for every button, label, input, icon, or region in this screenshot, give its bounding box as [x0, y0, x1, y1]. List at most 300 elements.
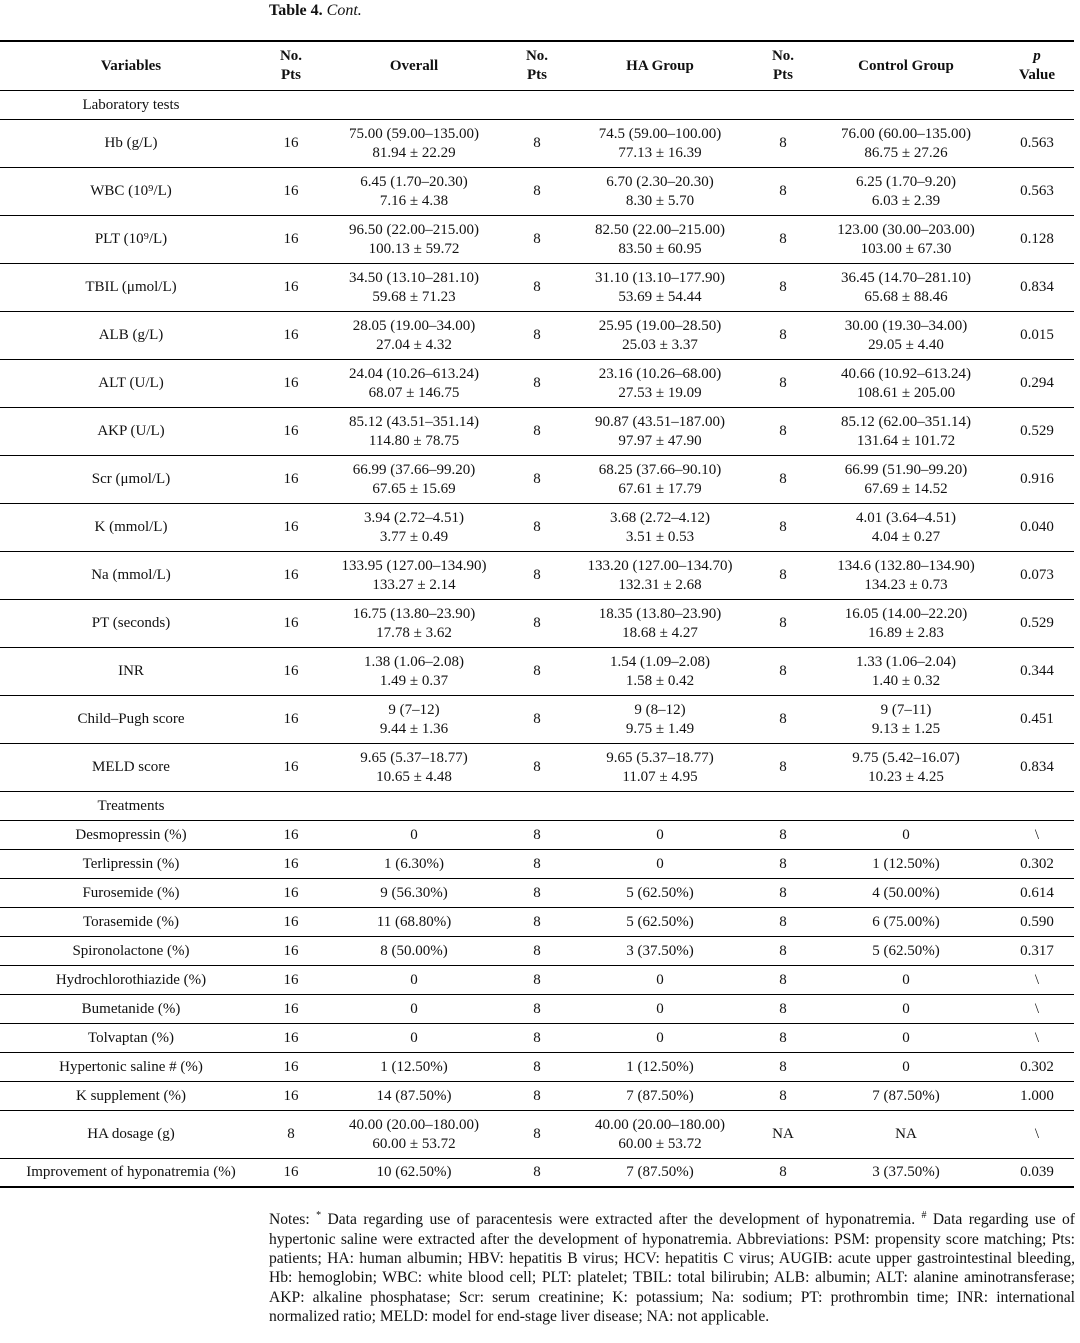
ha-group-cell-mean: 1.58 ± 0.42 — [625, 672, 695, 689]
no-pts-cell: 16 — [262, 696, 320, 744]
ha-group-cell-median: 9.65 (5.37–18.77) — [606, 749, 714, 766]
control-group-cell-mean: 16.89 ± 2.83 — [868, 624, 944, 641]
no-pts-cell: 8 — [754, 966, 812, 995]
no-pts-cell: 16 — [262, 1024, 320, 1053]
no-pts-cell: 16 — [262, 966, 320, 995]
overall-cell: 0 — [320, 1024, 508, 1053]
overall-cell-median: 85.12 (43.51–351.14) — [349, 413, 479, 430]
variable-cell: Child–Pugh score — [0, 696, 262, 744]
overall-cell: 1 (6.30%) — [320, 850, 508, 879]
variable-cell: Furosemide (%) — [0, 879, 262, 908]
no-pts-cell: 16 — [262, 908, 320, 937]
p-value-cell: 0.073 — [1000, 552, 1074, 600]
no-pts-cell: 16 — [262, 216, 320, 264]
ha-group-cell-median: 40.00 (20.00–180.00) — [595, 1116, 725, 1133]
p-value-cell: 0.590 — [1000, 908, 1074, 937]
variable-cell: HA dosage (g) — [0, 1111, 262, 1159]
control-group-cell: 7 (87.50%) — [812, 1082, 1000, 1111]
header-overall: Overall — [320, 41, 508, 91]
ha-group-cell: 0 — [566, 1024, 754, 1053]
notes-text-2: Data regarding use of hypertonic saline were extracted after the development of hyponatremia. Abbreviations: PSM: propensity score matching; Pts: patients; HA: human albumin; HBV: hepatitis B virus; HCV: hepatitis C virus; AUGIB: acute upper gastrointestinal bleeding, Hb: hemoglobin; WBC: white blood cell; PLT: platelet; TBIL: total bilirubin; ALB: albumin; ALT: alanine aminotransferase; AKP: alkaline phosphatase; Scr: serum creatinine; K: potassium; Na: sodium; PT: prothrombin time; INR: international normalized ratio; MELD: model for end-stage liver disease; NA: not applicable. — [269, 1211, 1076, 1326]
overall-cell — [320, 456, 508, 504]
control-group-cell-mean: 134.23 ± 0.73 — [864, 576, 948, 593]
control-group-cell-median: 4.01 (3.64–4.51) — [856, 509, 956, 526]
no-pts-cell: 8 — [508, 744, 566, 792]
no-pts-cell: 16 — [262, 312, 320, 360]
p-value-cell: 0.451 — [1000, 696, 1074, 744]
control-group-cell: 1 (12.50%) — [812, 850, 1000, 879]
overall-cell-median: 96.50 (22.00–215.00) — [349, 221, 479, 238]
no-pts-cell: 8 — [754, 600, 812, 648]
ha-group-cell: 0 — [566, 821, 754, 850]
no-pts-cell: 16 — [262, 1159, 320, 1188]
overall-cell — [320, 168, 508, 216]
overall-cell-median: 40.00 (20.00–180.00) — [349, 1116, 479, 1133]
control-group-cell — [812, 648, 1000, 696]
table-notes — [269, 1206, 1075, 1327]
no-pts-cell: 16 — [262, 744, 320, 792]
no-pts-cell: 8 — [754, 312, 812, 360]
variable-cell: ALT (U/L) — [0, 360, 262, 408]
p-value-cell: 0.614 — [1000, 879, 1074, 908]
p-value-cell: 0.563 — [1000, 168, 1074, 216]
overall-cell: 1 (12.50%) — [320, 1053, 508, 1082]
no-pts-cell: 8 — [508, 600, 566, 648]
ha-group-cell-mean: 67.61 ± 17.79 — [618, 480, 702, 497]
variable-cell: TBIL (μmol/L) — [0, 264, 262, 312]
overall-cell: 0 — [320, 821, 508, 850]
no-pts-cell: 8 — [508, 850, 566, 879]
no-pts-cell: 8 — [508, 908, 566, 937]
control-group-cell-mean: 9.13 ± 1.25 — [871, 720, 941, 737]
ha-group-cell: 0 — [566, 850, 754, 879]
ha-group-cell-median: 133.20 (127.00–134.70) — [587, 557, 733, 574]
ha-group-cell-mean: 27.53 ± 19.09 — [618, 384, 702, 401]
notes-label: Notes: — [269, 1211, 310, 1229]
no-pts-cell: 8 — [508, 696, 566, 744]
ha-group-cell-median: 68.25 (37.66–90.10) — [598, 461, 722, 478]
ha-group-cell-mean: 77.13 ± 16.39 — [618, 144, 702, 161]
no-pts-cell: 8 — [508, 995, 566, 1024]
overall-cell-median: 75.00 (59.00–135.00) — [349, 125, 479, 142]
control-group-cell-mean: 103.00 ± 67.30 — [860, 240, 952, 257]
control-group-cell-median: 6.25 (1.70–9.20) — [856, 173, 956, 190]
header-no-pts: No. Pts — [262, 41, 320, 91]
control-group-cell-median: 30.00 (19.30–34.00) — [844, 317, 968, 334]
variable-cell: AKP (U/L) — [0, 408, 262, 456]
table-row — [0, 744, 1074, 792]
notes-hash-mark: # — [921, 1210, 927, 1221]
table-row — [0, 216, 1074, 264]
no-pts-cell: 8 — [754, 850, 812, 879]
ha-group-cell-median: 31.10 (13.10–177.90) — [595, 269, 725, 286]
ha-group-cell-median: 90.87 (43.51–187.00) — [595, 413, 725, 430]
no-pts-cell: 16 — [262, 821, 320, 850]
variable-cell: Terlipressin (%) — [0, 850, 262, 879]
no-pts-cell: 8 — [508, 312, 566, 360]
no-pts-cell: 8 — [754, 744, 812, 792]
control-group-cell-median: 123.00 (30.00–203.00) — [837, 221, 975, 238]
no-pts-cell: 16 — [262, 264, 320, 312]
no-pts-cell: 8 — [754, 264, 812, 312]
no-pts-cell: 16 — [262, 995, 320, 1024]
overall-cell-median: 28.05 (19.00–34.00) — [352, 317, 476, 334]
no-pts-cell: 16 — [262, 850, 320, 879]
p-value-cell: 1.000 — [1000, 1082, 1074, 1111]
p-value-cell: 0.040 — [1000, 504, 1074, 552]
section-row-lab — [0, 91, 1074, 120]
table-row — [0, 937, 1074, 966]
overall-cell — [320, 648, 508, 696]
control-group-cell-mean: 1.40 ± 0.32 — [871, 672, 941, 689]
control-group-cell — [812, 168, 1000, 216]
variable-cell: K supplement (%) — [0, 1082, 262, 1111]
header-no-pts: No. Pts — [508, 41, 566, 91]
ha-group-cell: 0 — [566, 966, 754, 995]
ha-group-cell — [566, 216, 754, 264]
overall-cell — [320, 600, 508, 648]
section-row-treatments — [0, 792, 1074, 821]
ha-group-cell-mean: 60.00 ± 53.72 — [618, 1135, 702, 1152]
no-pts-cell: 8 — [508, 1024, 566, 1053]
ha-group-cell — [566, 600, 754, 648]
no-pts-cell: 8 — [754, 1082, 812, 1111]
ha-group-cell: 7 (87.50%) — [566, 1082, 754, 1111]
ha-group-cell-mean: 11.07 ± 4.95 — [622, 768, 698, 785]
ha-group-cell — [566, 696, 754, 744]
overall-cell-mean: 60.00 ± 53.72 — [372, 1135, 456, 1152]
no-pts-cell: 16 — [262, 552, 320, 600]
no-pts-cell: 8 — [508, 552, 566, 600]
control-group-cell: 4 (50.00%) — [812, 879, 1000, 908]
ha-group-cell-median: 3.68 (2.72–4.12) — [610, 509, 710, 526]
overall-cell: 14 (87.50%) — [320, 1082, 508, 1111]
overall-cell-median: 133.95 (127.00–134.90) — [341, 557, 487, 574]
variable-cell: INR — [0, 648, 262, 696]
variable-cell: ALB (g/L) — [0, 312, 262, 360]
no-pts-cell: 8 — [754, 696, 812, 744]
control-group-cell: 6 (75.00%) — [812, 908, 1000, 937]
p-value-cell: 0.128 — [1000, 216, 1074, 264]
ha-group-cell: 7 (87.50%) — [566, 1159, 754, 1188]
overall-cell — [320, 264, 508, 312]
data-table — [0, 40, 1074, 1188]
overall-cell-median: 3.94 (2.72–4.51) — [364, 509, 464, 526]
no-pts-cell: 16 — [262, 1082, 320, 1111]
p-value-cell: 0.294 — [1000, 360, 1074, 408]
no-pts-cell: 16 — [262, 648, 320, 696]
overall-cell — [320, 120, 508, 168]
control-group-cell — [812, 408, 1000, 456]
ha-group-cell-mean: 132.31 ± 2.68 — [618, 576, 702, 593]
control-group-cell — [812, 600, 1000, 648]
overall-cell-mean: 100.13 ± 59.72 — [368, 240, 460, 257]
overall-cell: 11 (68.80%) — [320, 908, 508, 937]
p-value-cell: 0.302 — [1000, 850, 1074, 879]
control-group-cell: NA — [812, 1111, 1000, 1159]
control-group-cell — [812, 312, 1000, 360]
header-control-group: Control Group — [812, 41, 1000, 91]
p-value-cell: \ — [1000, 966, 1074, 995]
control-group-cell-median: 36.45 (14.70–281.10) — [841, 269, 971, 286]
ha-group-cell — [566, 360, 754, 408]
table-row — [0, 879, 1074, 908]
overall-cell-mean: 7.16 ± 4.38 — [379, 192, 449, 209]
overall-cell — [320, 312, 508, 360]
p-value-cell: \ — [1000, 821, 1074, 850]
p-value-cell: 0.039 — [1000, 1159, 1074, 1188]
p-value-cell: 0.302 — [1000, 1053, 1074, 1082]
header-p-letter: p — [1033, 48, 1041, 64]
variable-cell: Spironolactone (%) — [0, 937, 262, 966]
ha-group-cell — [566, 408, 754, 456]
table-row — [0, 1053, 1074, 1082]
variable-cell: WBC (10⁹/L) — [0, 168, 262, 216]
overall-cell — [320, 360, 508, 408]
ha-group-cell-median: 23.16 (10.26–68.00) — [598, 365, 722, 382]
overall-cell — [320, 216, 508, 264]
variable-cell: PT (seconds) — [0, 600, 262, 648]
overall-cell — [320, 696, 508, 744]
table-body — [0, 91, 1074, 1188]
no-pts-cell: 16 — [262, 600, 320, 648]
overall-cell — [320, 552, 508, 600]
ha-group-cell-mean: 3.51 ± 0.53 — [625, 528, 695, 545]
no-pts-cell: 8 — [754, 552, 812, 600]
ha-group-cell-mean: 8.30 ± 5.70 — [625, 192, 695, 209]
table-row — [0, 168, 1074, 216]
table-row — [0, 312, 1074, 360]
overall-cell-mean: 133.27 ± 2.14 — [372, 576, 456, 593]
control-group-cell: 0 — [812, 995, 1000, 1024]
table-caption — [269, 1, 362, 21]
table-row — [0, 120, 1074, 168]
table-row — [0, 908, 1074, 937]
no-pts-cell: 8 — [508, 504, 566, 552]
no-pts-cell: 16 — [262, 168, 320, 216]
overall-cell-mean: 27.04 ± 4.32 — [376, 336, 452, 353]
table-row-improvement — [0, 1159, 1074, 1188]
ha-group-cell-mean: 25.03 ± 3.37 — [622, 336, 698, 353]
ha-group-cell-median: 1.54 (1.09–2.08) — [610, 653, 710, 670]
control-group-cell-median: 9 (7–11) — [880, 701, 932, 718]
header-ha-group: HA Group — [566, 41, 754, 91]
notes-text-1: Data regarding use of paracentesis were extracted after the development of hyponatremia. — [327, 1211, 916, 1229]
overall-cell: 8 (50.00%) — [320, 937, 508, 966]
no-pts-cell: 8 — [754, 1159, 812, 1188]
overall-cell: 0 — [320, 966, 508, 995]
no-pts-cell: 8 — [508, 408, 566, 456]
table-row — [0, 600, 1074, 648]
table-row — [0, 696, 1074, 744]
section-label: Laboratory tests — [0, 91, 262, 120]
p-value-cell: \ — [1000, 1111, 1074, 1159]
table-row — [0, 456, 1074, 504]
no-pts-cell: 16 — [262, 360, 320, 408]
no-pts-cell: 8 — [508, 821, 566, 850]
no-pts-cell: 8 — [754, 937, 812, 966]
no-pts-cell: 8 — [508, 937, 566, 966]
control-group-cell — [812, 552, 1000, 600]
overall-cell-mean: 3.77 ± 0.49 — [379, 528, 449, 545]
control-group-cell: 0 — [812, 966, 1000, 995]
ha-group-cell-median: 6.70 (2.30–20.30) — [606, 173, 714, 190]
variable-cell: Tolvaptan (%) — [0, 1024, 262, 1053]
ha-group-cell — [566, 504, 754, 552]
ha-group-cell-median: 74.5 (59.00–100.00) — [598, 125, 722, 142]
overall-cell: 9 (56.30%) — [320, 879, 508, 908]
no-pts-cell: 8 — [754, 408, 812, 456]
table-row — [0, 821, 1074, 850]
table-row — [0, 264, 1074, 312]
no-pts-cell: 16 — [262, 456, 320, 504]
control-group-cell: 0 — [812, 821, 1000, 850]
p-value-cell: 0.834 — [1000, 744, 1074, 792]
overall-cell-mean: 114.80 ± 78.75 — [368, 432, 460, 449]
overall-cell-median: 1.38 (1.06–2.08) — [364, 653, 464, 670]
variable-cell: Bumetanide (%) — [0, 995, 262, 1024]
no-pts-cell: 16 — [262, 879, 320, 908]
no-pts-cell: 8 — [754, 1024, 812, 1053]
no-pts-cell: 8 — [508, 648, 566, 696]
variable-cell: Improvement of hyponatremia (%) — [0, 1159, 262, 1188]
no-pts-cell: 8 — [508, 1111, 566, 1159]
no-pts-cell: 8 — [754, 908, 812, 937]
control-group-cell-mean: 65.68 ± 88.46 — [864, 288, 948, 305]
variable-cell: Hypertonic saline # (%) — [0, 1053, 262, 1082]
no-pts-cell: 8 — [754, 504, 812, 552]
control-group-cell — [812, 744, 1000, 792]
variable-cell: PLT (10⁹/L) — [0, 216, 262, 264]
table-row — [0, 995, 1074, 1024]
control-group-cell-median: 134.6 (132.80–134.90) — [837, 557, 975, 574]
overall-cell-median: 16.75 (13.80–23.90) — [352, 605, 476, 622]
no-pts-cell: 8 — [508, 879, 566, 908]
control-group-cell-median: 76.00 (60.00–135.00) — [841, 125, 971, 142]
table-row — [0, 552, 1074, 600]
table-row — [0, 360, 1074, 408]
no-pts-cell: 16 — [262, 408, 320, 456]
no-pts-cell: 8 — [508, 1053, 566, 1082]
overall-cell-median: 9 (7–12) — [388, 701, 440, 718]
ha-group-cell: 3 (37.50%) — [566, 937, 754, 966]
ha-group-cell-mean: 83.50 ± 60.95 — [618, 240, 702, 257]
overall-cell-median: 24.04 (10.26–613.24) — [349, 365, 479, 382]
ha-group-cell — [566, 264, 754, 312]
variable-cell: Scr (μmol/L) — [0, 456, 262, 504]
variable-cell: MELD score — [0, 744, 262, 792]
variable-cell: Hb (g/L) — [0, 120, 262, 168]
header-variables: Variables — [0, 41, 262, 91]
p-value-cell: 0.529 — [1000, 408, 1074, 456]
control-group-cell-median: 40.66 (10.92–613.24) — [841, 365, 971, 382]
control-group-cell-median: 16.05 (14.00–22.20) — [844, 605, 968, 622]
no-pts-cell: 16 — [262, 1053, 320, 1082]
overall-cell-mean: 81.94 ± 22.29 — [372, 144, 456, 161]
ha-group-cell-median: 9 (8–12) — [634, 701, 686, 718]
table-row — [0, 504, 1074, 552]
control-group-cell — [812, 264, 1000, 312]
overall-cell — [320, 504, 508, 552]
table-row — [0, 1024, 1074, 1053]
control-group-cell-median: 66.99 (51.90–99.20) — [844, 461, 968, 478]
overall-cell: 0 — [320, 995, 508, 1024]
no-pts-cell: 8 — [754, 879, 812, 908]
table-caption-label: Table 4. — [269, 2, 323, 19]
control-group-cell-mean: 86.75 ± 27.26 — [864, 144, 948, 161]
control-group-cell — [812, 504, 1000, 552]
overall-cell-mean: 10.65 ± 4.48 — [376, 768, 452, 785]
p-value-cell: 0.015 — [1000, 312, 1074, 360]
overall-cell-median: 66.99 (37.66–99.20) — [352, 461, 476, 478]
overall-cell-mean: 9.44 ± 1.36 — [379, 720, 449, 737]
header-no-pts: No. Pts — [754, 41, 812, 91]
overall-cell-mean: 59.68 ± 71.23 — [372, 288, 456, 305]
ha-group-cell-median: 18.35 (13.80–23.90) — [598, 605, 722, 622]
control-group-cell-mean: 10.23 ± 4.25 — [868, 768, 944, 785]
p-value-cell: 0.529 — [1000, 600, 1074, 648]
section-label: Treatments — [0, 792, 262, 821]
control-group-cell-mean: 6.03 ± 2.39 — [871, 192, 941, 209]
p-value-cell: \ — [1000, 1024, 1074, 1053]
control-group-cell-mean: 67.69 ± 14.52 — [864, 480, 948, 497]
table-row — [0, 966, 1074, 995]
variable-cell: Na (mmol/L) — [0, 552, 262, 600]
no-pts-cell: 8 — [754, 995, 812, 1024]
ha-group-cell — [566, 168, 754, 216]
control-group-cell: 0 — [812, 1053, 1000, 1082]
control-group-cell: 5 (62.50%) — [812, 937, 1000, 966]
ha-group-cell — [566, 312, 754, 360]
no-pts-cell: NA — [754, 1111, 812, 1159]
overall-cell: 10 (62.50%) — [320, 1159, 508, 1188]
ha-group-cell: 1 (12.50%) — [566, 1053, 754, 1082]
ha-group-cell — [566, 552, 754, 600]
p-value-cell: \ — [1000, 995, 1074, 1024]
ha-group-cell — [566, 456, 754, 504]
control-group-cell-median: 9.75 (5.42–16.07) — [852, 749, 960, 766]
ha-group-cell-mean: 97.97 ± 47.90 — [618, 432, 702, 449]
overall-cell-median: 9.65 (5.37–18.77) — [360, 749, 468, 766]
no-pts-cell: 8 — [508, 264, 566, 312]
variable-cell: Torasemide (%) — [0, 908, 262, 937]
overall-cell-mean: 1.49 ± 0.37 — [379, 672, 449, 689]
p-value-cell: 0.317 — [1000, 937, 1074, 966]
ha-group-cell — [566, 120, 754, 168]
control-group-cell-mean: 131.64 ± 101.72 — [856, 432, 956, 449]
control-group-cell — [812, 120, 1000, 168]
ha-group-cell-mean: 53.69 ± 54.44 — [618, 288, 702, 305]
control-group-cell — [812, 696, 1000, 744]
overall-cell — [320, 1111, 508, 1159]
no-pts-cell: 8 — [508, 360, 566, 408]
ha-group-cell: 5 (62.50%) — [566, 908, 754, 937]
control-group-cell-mean: 4.04 ± 0.27 — [871, 528, 941, 545]
table-row-ha-dosage — [0, 1111, 1074, 1159]
ha-group-cell-median: 82.50 (22.00–215.00) — [595, 221, 725, 238]
ha-group-cell — [566, 1111, 754, 1159]
header-p-word: Value — [1018, 67, 1056, 83]
no-pts-cell: 8 — [754, 168, 812, 216]
control-group-cell — [812, 456, 1000, 504]
notes-star-mark: * — [316, 1210, 322, 1221]
ha-group-cell — [566, 744, 754, 792]
no-pts-cell: 8 — [754, 821, 812, 850]
no-pts-cell: 8 — [262, 1111, 320, 1159]
no-pts-cell: 8 — [754, 360, 812, 408]
header-p-value — [1000, 41, 1074, 91]
table-row — [0, 408, 1074, 456]
